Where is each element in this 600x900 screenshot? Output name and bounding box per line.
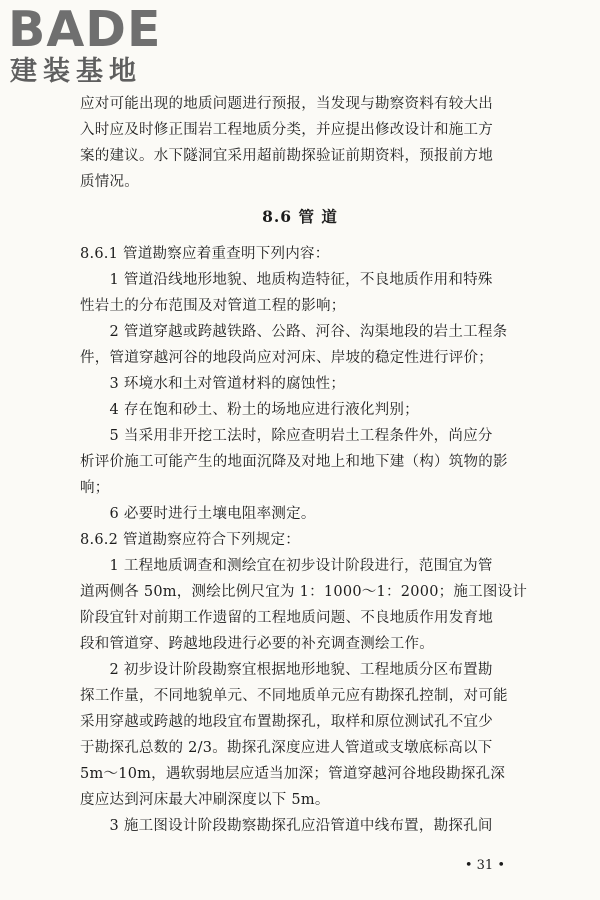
clause-line: 8.6.2 管道勘察应符合下列规定： xyxy=(80,532,301,548)
clause-line: 阶段宜针对前期工作遗留的工程地质问题、不良地质作用发育地 xyxy=(80,610,493,626)
clause-line: 2 管道穿越或跨越铁路、公路、河谷、沟渠地段的岩土工程条 xyxy=(80,324,508,340)
clause-line: 4 存在饱和砂土、粉土的场地应进行液化判别； xyxy=(80,402,419,418)
intro-line: 应对可能出现的地质问题进行预报，当发现与勘察资料有较大出 xyxy=(80,96,493,112)
clause-line: 析评价施工可能产生的地面沉降及对地上和地下建（构）筑物的影 xyxy=(80,454,508,470)
clause-line: 道两侧各 50m，测绘比例尺宜为 1：1000～1：2000；施工图设计 xyxy=(80,584,528,600)
clause-line: 采用穿越或跨越的地段宜布置勘探孔，取样和原位测试孔不宜少 xyxy=(80,714,493,730)
clause-line: 件，管道穿越河谷的地段尚应对河床、岸坡的稳定性进行评价； xyxy=(80,350,493,366)
clause-line: 探工作量，不同地貌单元、不同地质单元应有勘探孔控制，对可能 xyxy=(80,688,508,704)
bade-logo xyxy=(8,1,178,94)
clause-line: 1 工程地质调查和测绘宜在初步设计阶段进行，范围宜为管 xyxy=(80,558,493,574)
logo-wordmark: BADE xyxy=(8,1,162,58)
clause-line: 5m～10m，遇软弱地层应适当加深；管道穿越河谷地段勘探孔深 xyxy=(80,766,506,782)
section-heading: 8.6 管 道 xyxy=(262,207,338,226)
logo-subtitle: 建装基地 xyxy=(10,56,142,87)
clause-line: 8.6.1 管道勘察应着重查明下列内容： xyxy=(80,246,330,262)
intro-line: 质情况。 xyxy=(80,174,139,190)
clause-line: 2 初步设计阶段勘察宜根据地形地貌、工程地质分区布置勘 xyxy=(80,662,493,678)
clause-line: 度应达到河床最大冲刷深度以下 5m。 xyxy=(80,792,330,808)
clause-line: 3 环境水和土对管道材料的腐蚀性； xyxy=(80,376,346,392)
clause-line: 5 当采用非开挖工法时，除应查明岩土工程条件外，尚应分 xyxy=(80,428,493,444)
clause-line: 6 必要时进行土壤电阻率测定。 xyxy=(80,506,316,522)
clause-line: 3 施工图设计阶段勘察勘探孔应沿管道中线布置，勘探孔间 xyxy=(80,818,493,834)
clause-line: 段和管道穿、跨越地段进行必要的补充调查测绘工作。 xyxy=(80,636,434,652)
clause-line: 性岩土的分布范围及对管道工程的影响； xyxy=(80,298,346,314)
clause-line: 响； xyxy=(80,480,110,496)
clause-line: 于勘探孔总数的 2/3。勘探孔深度应进人管道或支墩底标高以下 xyxy=(80,740,493,756)
clause-line: 1 管道沿线地形地貌、地质构造特征，不良地质作用和特殊 xyxy=(80,272,493,288)
intro-line: 入时应及时修正围岩工程地质分类，并应提出修改设计和施工方 xyxy=(80,122,493,138)
page-number: • 31 • xyxy=(464,858,505,873)
intro-line: 案的建议。水下隧洞宜采用超前勘探验证前期资料，预报前方地 xyxy=(80,148,493,164)
